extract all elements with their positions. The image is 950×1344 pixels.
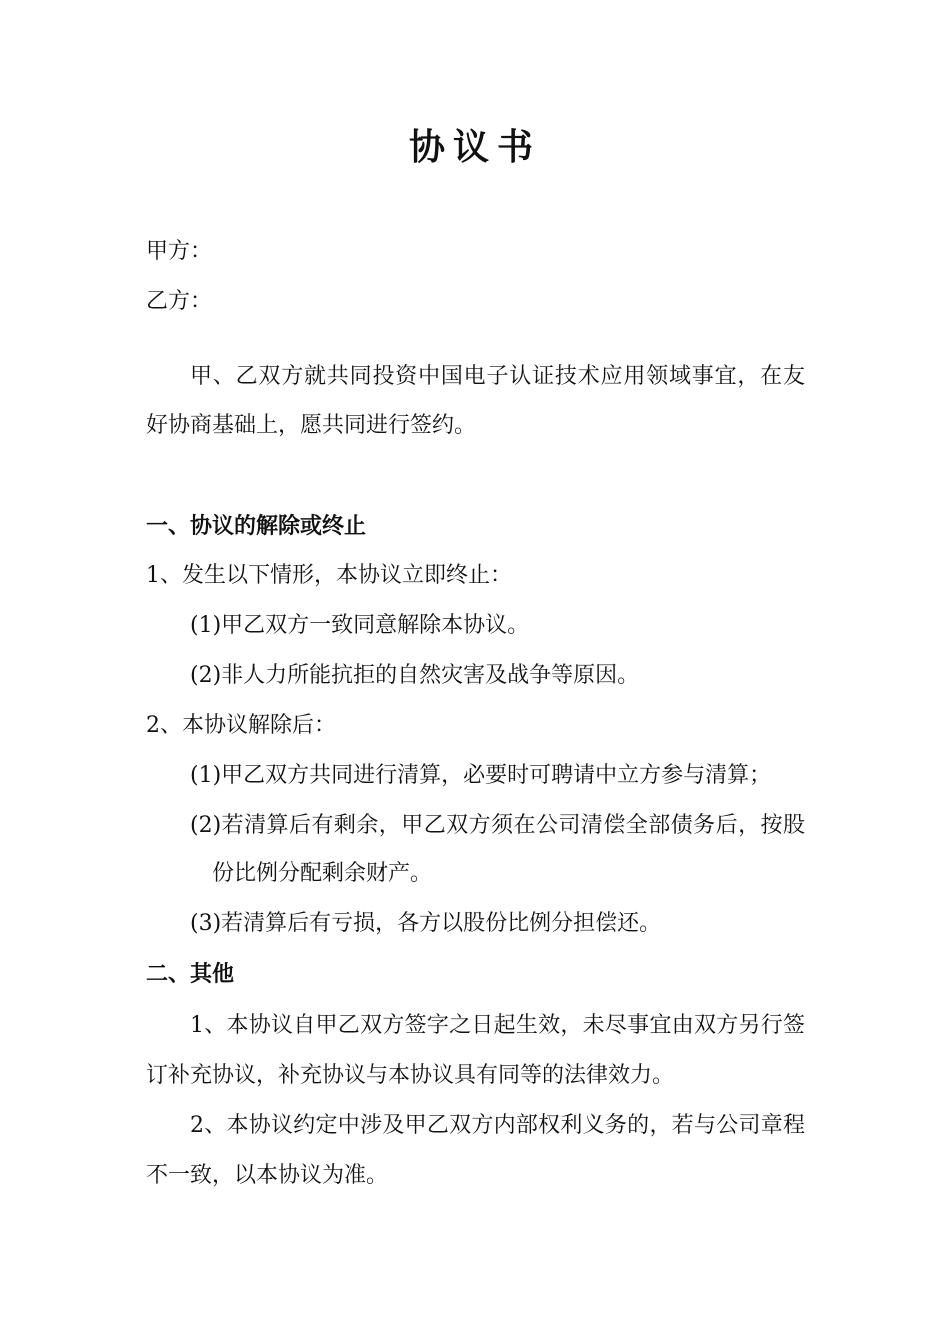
- section-2-para-1-line-1: 1、本协议自甲乙双方签字之日起生效，未尽事宜由双方另行签: [190, 1013, 805, 1038]
- preamble-line-1: 甲、乙双方就共同投资中国电子认证技术应用领域事宜，在友: [190, 364, 805, 389]
- section-1-item-1-sub-2: (2)非人力所能抗拒的自然灾害及战争等原因。: [190, 663, 640, 688]
- section-1-item-2: 2、本协议解除后：: [146, 713, 336, 738]
- section-2-para-2-line-2: 不一致，以本协议为准。: [146, 1163, 389, 1188]
- party-a-label: 甲方：: [146, 239, 213, 264]
- preamble-line-2: 好协商基础上，愿共同进行签约。: [146, 413, 477, 438]
- section-1-item-1: 1、发生以下情形，本协议立即终止：: [146, 563, 512, 588]
- section-2-heading: 二、其他: [146, 961, 235, 987]
- document-title: 协议书: [408, 126, 541, 168]
- section-1-item-2-sub-2: (2)若清算后有剩余，甲乙双方须在公司清偿全部债务后，按股: [190, 813, 805, 838]
- section-1-item-1-sub-1: (1)甲乙双方一致同意解除本协议。: [190, 613, 530, 638]
- section-2-para-1-line-2: 订补充协议，补充协议与本协议具有同等的法律效力。: [146, 1063, 675, 1088]
- section-1-heading: 一、协议的解除或终止: [146, 513, 367, 539]
- party-b-label: 乙方：: [146, 289, 213, 314]
- section-1-item-2-sub-1: (1)甲乙双方共同进行清算，必要时可聘请中立方参与清算；: [190, 763, 772, 788]
- section-2-para-2-line-1: 2、本协议约定中涉及甲乙双方内部权利义务的，若与公司章程: [190, 1113, 805, 1138]
- section-1-item-2-sub-2-cont: 份比例分配剩余财产。: [212, 861, 433, 886]
- section-1-item-2-sub-3: (3)若清算后有亏损，各方以股份比例分担偿还。: [190, 911, 662, 936]
